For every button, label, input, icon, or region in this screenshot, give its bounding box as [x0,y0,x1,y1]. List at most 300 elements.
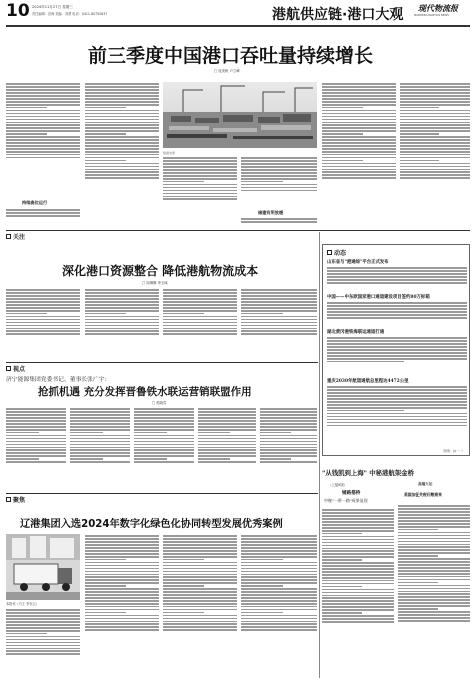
text-line [260,461,317,463]
text-line [327,267,467,269]
text-line [85,119,159,121]
text-line [163,190,237,192]
text-line [322,92,396,94]
text-line [6,86,80,88]
text-line [322,110,396,112]
text-line [70,417,130,419]
text-line [85,591,159,593]
text-line [85,626,159,628]
text-line [322,542,394,544]
text-line [398,538,470,540]
text-line [163,538,237,540]
text-line [6,304,80,306]
text-line [163,187,237,189]
text-line [260,429,317,431]
text-line [85,166,159,168]
lead-body-col3 [163,156,237,224]
text-line [327,355,467,357]
text-line [6,295,80,297]
lead-body-col2 [85,82,159,224]
text-line [260,449,317,451]
text-line [322,136,396,138]
text-line [70,414,130,416]
text-line [241,612,283,614]
rule-3 [6,493,318,494]
text-line [322,83,396,85]
text-line [6,325,80,327]
text-line [6,127,80,129]
text-line [134,461,194,463]
s4-col2 [85,534,159,678]
text-line [398,611,470,613]
text-line [241,313,283,315]
text-line [241,289,317,291]
text-line [85,122,159,124]
text-line [85,574,159,576]
text-line [241,187,317,189]
text-line [398,529,438,531]
text-line [6,130,80,132]
text-line [327,314,467,316]
text-line [327,398,467,400]
text-line [85,600,159,602]
text-line [322,609,394,611]
text-line [398,564,470,566]
text-line [163,559,204,561]
sidebar-right-kicker: 高端大坛 [418,482,433,486]
text-line [6,316,80,318]
text-line [322,171,396,173]
text-line [134,449,194,451]
square-icon [327,250,332,255]
text-line [241,169,317,171]
text-line [327,305,467,307]
text-line [163,603,237,605]
text-line [198,411,256,413]
text-line [398,570,470,572]
text-line [322,174,396,176]
text-line [6,139,80,141]
text-line [163,198,237,200]
text-line [85,328,159,330]
s2-col1 [6,288,80,358]
text-line [163,556,237,558]
news-brief-tag: 动态 [327,248,346,257]
text-line [400,139,470,141]
text-line [85,307,159,309]
editor-line: 责任编辑：田海 美编：刘勇 电话：0411-80750637 [32,12,108,16]
text-line [6,310,80,312]
text-line [163,612,204,614]
text-line [327,273,467,275]
text-line [6,119,80,121]
text-line [163,568,237,570]
text-line [85,89,159,91]
text-line [163,541,237,543]
text-line [85,579,159,581]
text-line [241,301,317,303]
text-line [327,404,467,406]
text-line [85,289,159,291]
text-line [322,524,394,526]
text-line [85,163,159,165]
text-line [85,177,159,179]
text-line [85,116,159,118]
text-line [85,145,159,147]
text-line [163,626,237,628]
text-line [241,310,317,312]
text-line [6,307,80,309]
text-line [322,600,394,602]
text-line [70,426,130,428]
sidebar-left-head: 铺路搭桥 [342,491,361,496]
text-line [241,218,317,220]
text-line [241,571,317,573]
text-line [85,127,159,129]
text-line [163,562,237,564]
lead-body-col4b [241,217,317,227]
text-line [400,163,470,165]
text-line [322,521,394,523]
text-line [6,414,66,416]
s3-col4 [198,407,256,489]
text-line [70,432,103,434]
text-line [327,349,467,351]
text-line [85,124,159,126]
lead-photo-caption: 数据来源 [163,151,176,155]
col-divider [319,232,320,678]
text-line [198,441,256,443]
text-line [163,579,237,581]
text-line [241,298,317,300]
text-line [398,596,470,598]
text-line [260,408,317,410]
text-line [163,574,237,576]
text-line [6,435,66,437]
text-line [85,544,159,546]
text-line [85,86,159,88]
text-line [400,107,439,109]
text-line [398,505,470,507]
sidebar-left-line: 中秘"一带一路"成果显现 [324,498,368,503]
text-line [322,530,394,532]
text-line [398,591,470,593]
text-line [327,340,467,342]
text-line [163,313,204,315]
text-line [327,352,467,354]
section-3-tag: 视点 [6,364,25,373]
text-line [400,113,470,115]
text-line [85,562,159,564]
text-line [163,600,237,602]
text-line [327,302,467,304]
text-line [322,597,394,599]
text-line [85,101,159,103]
text-line [400,86,470,88]
brief-body-1 [327,266,467,292]
text-line [198,438,256,440]
text-line [163,571,237,573]
masthead [0,0,476,26]
text-line [398,588,470,590]
text-line [85,301,159,303]
text-line [163,553,237,555]
text-line [134,432,167,434]
text-line [260,438,317,440]
text-line [322,606,394,608]
text-line [85,609,159,611]
text-line [198,458,230,460]
text-line [260,414,317,416]
text-line [6,151,80,153]
port-photo [163,82,317,148]
text-line [6,209,80,211]
text-line [327,410,404,412]
text-line [322,142,396,144]
text-line [163,322,237,324]
text-line [241,556,317,558]
text-line [322,580,394,582]
text-line [6,612,80,614]
text-line [6,408,66,410]
text-line [322,101,396,103]
text-line [322,124,396,126]
text-line [6,627,80,629]
text-line [85,594,159,596]
text-line [6,444,66,446]
text-line [398,541,470,543]
brief-more: （整理：林一一） [440,449,465,453]
text-line [398,549,470,551]
text-line [6,461,66,463]
lead-subhead-2: 储建有所放缓 [258,210,284,215]
text-line [322,548,394,550]
text-line [134,417,194,419]
text-line [322,574,394,576]
section-3-byline: □ 郭晓雪 [152,401,167,405]
section-2-byline: □ 周琳琳 李玉琢 [142,281,168,285]
text-line [70,444,130,446]
text-line [70,458,103,460]
text-line [163,181,204,183]
text-line [6,104,80,106]
text-line [6,107,47,109]
text-line [6,142,80,144]
text-line [85,618,159,620]
text-line [6,621,80,623]
text-line [241,190,317,192]
text-line [398,593,470,595]
text-line [85,139,159,141]
text-line [85,597,159,599]
text-line [322,107,363,109]
text-line [241,538,317,540]
text-line [163,316,237,318]
text-line [398,614,470,616]
text-line [163,623,237,625]
text-line [6,333,80,335]
text-line [400,104,470,106]
text-line [327,358,467,360]
text-line [241,333,317,335]
text-line [322,157,396,159]
lead-body-col4 [241,156,317,208]
text-line [322,562,394,564]
text-line [198,452,256,454]
text-line [400,157,470,159]
text-line [327,416,467,418]
text-line [85,98,159,100]
text-line [322,163,396,165]
s4-col1 [6,608,80,678]
text-line [322,515,394,517]
brief-body-4 [327,385,467,447]
text-line [241,172,317,174]
text-line [260,455,317,457]
text-line [6,615,80,617]
text-line [322,577,394,579]
text-line [327,270,467,272]
text-line [85,322,159,324]
text-line [6,328,80,330]
text-line [322,151,396,153]
text-line [241,181,283,183]
text-line [85,612,126,614]
text-line [322,98,396,100]
text-line [398,555,438,557]
text-line [85,547,159,549]
text-line [134,414,194,416]
text-line [198,414,256,416]
text-line [163,544,237,546]
text-line [6,447,66,449]
text-line [6,455,66,457]
text-line [6,83,80,85]
text-line [85,157,159,159]
lead-body-col5 [322,82,396,227]
text-line [400,154,470,156]
text-line [85,133,126,135]
text-line [85,104,159,106]
text-line [327,317,467,319]
text-line [163,169,237,171]
sidebar-kicker: "从钱凯到上海" 中秘港航架金桥 [322,469,414,477]
text-line [322,509,394,511]
text-line [398,605,470,607]
text-line [241,178,317,180]
text-line [241,615,317,617]
text-line [260,458,291,460]
text-line [6,292,80,294]
masthead-rule [6,25,470,27]
text-line [85,174,159,176]
text-line [398,511,470,513]
text-line [134,458,167,460]
text-line [6,653,80,655]
s3-col5 [260,407,317,489]
text-line [6,98,80,100]
text-line [6,624,80,626]
text-line [6,636,80,638]
text-line [398,579,470,581]
text-line [163,184,237,186]
text-line [85,571,159,573]
text-line [400,145,470,147]
text-line [400,177,470,179]
text-line [85,629,159,631]
text-line [400,166,470,168]
text-line [241,594,317,596]
text-line [241,603,317,605]
text-line [241,547,317,549]
text-line [6,89,80,91]
text-line [241,574,317,576]
text-line [327,343,467,345]
truck-photo [6,534,80,600]
text-line [400,89,470,91]
text-line [70,420,130,422]
text-line [327,407,467,409]
text-line [241,175,317,177]
text-line [85,565,159,567]
text-line [398,544,470,546]
text-line [85,107,126,109]
text-line [241,316,317,318]
text-line [400,92,470,94]
text-line [398,546,470,548]
text-line [241,618,317,620]
text-line [241,328,317,330]
text-line [163,319,237,321]
text-line [163,330,237,332]
text-line [70,441,130,443]
text-line [85,603,159,605]
text-line [398,573,470,575]
text-line [322,615,394,617]
text-line [322,556,394,558]
section-title: 港航供应链·港口大观 [272,7,404,23]
text-line [6,101,80,103]
text-line [198,444,256,446]
text-line [70,447,130,449]
s2-col3 [163,288,237,358]
text-line [400,83,470,85]
square-icon [6,497,11,502]
text-line [398,558,470,560]
text-line [6,438,66,440]
text-line [163,629,237,631]
text-line [322,512,394,514]
text-line [6,618,80,620]
text-line [327,395,467,397]
text-line [260,444,317,446]
text-line [163,304,237,306]
text-line [85,136,159,138]
text-line [70,455,130,457]
text-line [322,86,396,88]
sidebar-left-kicker: （上接8版） [328,483,348,487]
text-line [241,544,317,546]
text-line [400,124,470,126]
text-line [85,304,159,306]
text-line [85,553,159,555]
text-line [260,417,317,419]
text-line [70,411,130,413]
text-line [322,545,394,547]
text-line [6,645,80,647]
text-line [163,597,237,599]
text-line [85,325,159,327]
